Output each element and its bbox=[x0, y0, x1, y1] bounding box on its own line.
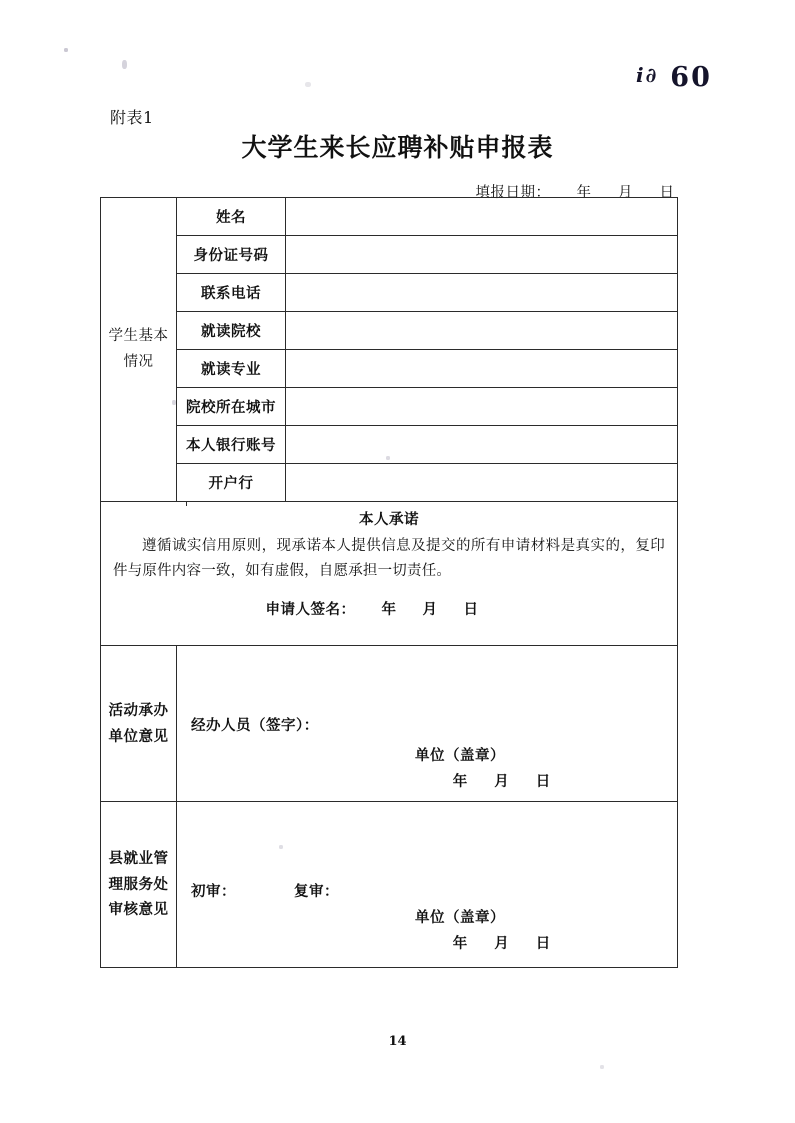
review-month: 月 bbox=[494, 935, 510, 952]
field-value-bank-branch[interactable] bbox=[286, 464, 678, 502]
field-label-school-city: 院校所在城市 bbox=[177, 388, 286, 426]
field-value-school[interactable] bbox=[286, 312, 678, 350]
host-unit-month: 月 bbox=[494, 773, 510, 790]
field-label-bank-branch: 开户行 bbox=[177, 464, 286, 502]
handwritten-mark-right: 60 bbox=[670, 62, 712, 93]
table-row bbox=[101, 802, 678, 968]
attachment-label: 附表1 bbox=[110, 108, 154, 127]
field-value-id-number[interactable] bbox=[286, 236, 678, 274]
section-label-host-unit bbox=[101, 646, 177, 802]
field-label-id-number: 身份证号码 bbox=[177, 236, 286, 274]
review-label-line-3: 审核意见 bbox=[108, 901, 169, 919]
host-unit-seal-label: 单位（盖章） bbox=[415, 747, 505, 764]
applicant-signature-year: 年 bbox=[381, 601, 397, 618]
host-unit-year: 年 bbox=[452, 773, 469, 790]
host-unit-date-line bbox=[177, 770, 677, 791]
section-label-line-1: 学生基本 bbox=[108, 328, 169, 345]
commitment-heading: 本人承诺 bbox=[359, 511, 419, 528]
table-row bbox=[101, 198, 678, 236]
field-value-bank-account[interactable] bbox=[286, 426, 678, 464]
review-label-line-1: 县就业管 bbox=[108, 850, 169, 868]
table-row bbox=[101, 274, 678, 312]
handwritten-annotation bbox=[636, 62, 746, 104]
applicant-signature-line[interactable] bbox=[101, 598, 677, 619]
scan-speck bbox=[305, 82, 311, 87]
fill-date-label: 填报日期： bbox=[475, 185, 551, 201]
review-year: 年 bbox=[452, 935, 469, 952]
review-seal-label: 单位（盖章） bbox=[415, 909, 505, 926]
fill-date-day: 日 bbox=[659, 185, 675, 201]
field-label-bank-account: 本人银行账号 bbox=[177, 426, 286, 464]
commitment-section bbox=[101, 502, 678, 646]
host-unit-label-line-2: 单位意见 bbox=[108, 727, 169, 745]
table-row bbox=[101, 502, 678, 646]
review-day: 日 bbox=[535, 935, 552, 952]
field-label-school: 就读院校 bbox=[177, 312, 286, 350]
table-row bbox=[101, 236, 678, 274]
applicant-signature-month: 月 bbox=[422, 601, 438, 618]
section-label-student-info bbox=[101, 198, 177, 502]
second-review-label: 复审： bbox=[294, 883, 339, 900]
scan-speck bbox=[122, 60, 127, 69]
field-value-major[interactable] bbox=[286, 350, 678, 388]
host-unit-handler-label: 经办人员（签字）： bbox=[191, 717, 319, 734]
field-value-name[interactable] bbox=[286, 198, 678, 236]
field-value-school-city[interactable] bbox=[286, 388, 678, 426]
scan-speck bbox=[64, 48, 68, 52]
table-row bbox=[101, 464, 678, 502]
review-opinion-area[interactable] bbox=[177, 802, 678, 968]
field-label-name: 姓名 bbox=[177, 198, 286, 236]
section-label-review bbox=[101, 802, 177, 968]
commitment-body-text: 遵循诚实信用原则，现承诺本人提供信息及提交的所有申请材料是真实的，复印件与原件内容一致，如有虚假，自愿承担一切责任。 bbox=[113, 538, 665, 579]
page-title: 大学生来长应聘补贴申报表 bbox=[241, 133, 554, 162]
fill-date-month: 月 bbox=[618, 185, 634, 201]
host-unit-opinion-area[interactable] bbox=[177, 646, 678, 802]
review-label-line-2: 理服务处 bbox=[108, 875, 169, 893]
applicant-signature-day: 日 bbox=[463, 601, 479, 618]
section-label-line-2: 情况 bbox=[123, 353, 154, 370]
field-value-phone[interactable] bbox=[286, 274, 678, 312]
page-number: 14 bbox=[388, 1034, 407, 1049]
field-label-major: 就读专业 bbox=[177, 350, 286, 388]
field-label-phone: 联系电话 bbox=[177, 274, 286, 312]
fill-date-year: 年 bbox=[576, 185, 592, 201]
application-form-table bbox=[100, 197, 678, 968]
handwritten-mark-left: i∂ bbox=[636, 63, 659, 87]
table-row bbox=[101, 388, 678, 426]
table-row bbox=[101, 426, 678, 464]
table-row bbox=[101, 646, 678, 802]
host-unit-day: 日 bbox=[535, 773, 552, 790]
table-row bbox=[101, 350, 678, 388]
scan-speck bbox=[600, 1065, 604, 1069]
host-unit-label-line-1: 活动承办 bbox=[108, 702, 169, 720]
review-labels-line bbox=[191, 880, 339, 901]
applicant-signature-label: 申请人签名： bbox=[265, 601, 356, 618]
table-row bbox=[101, 312, 678, 350]
first-review-label: 初审： bbox=[191, 883, 236, 900]
review-date-line bbox=[177, 932, 677, 953]
